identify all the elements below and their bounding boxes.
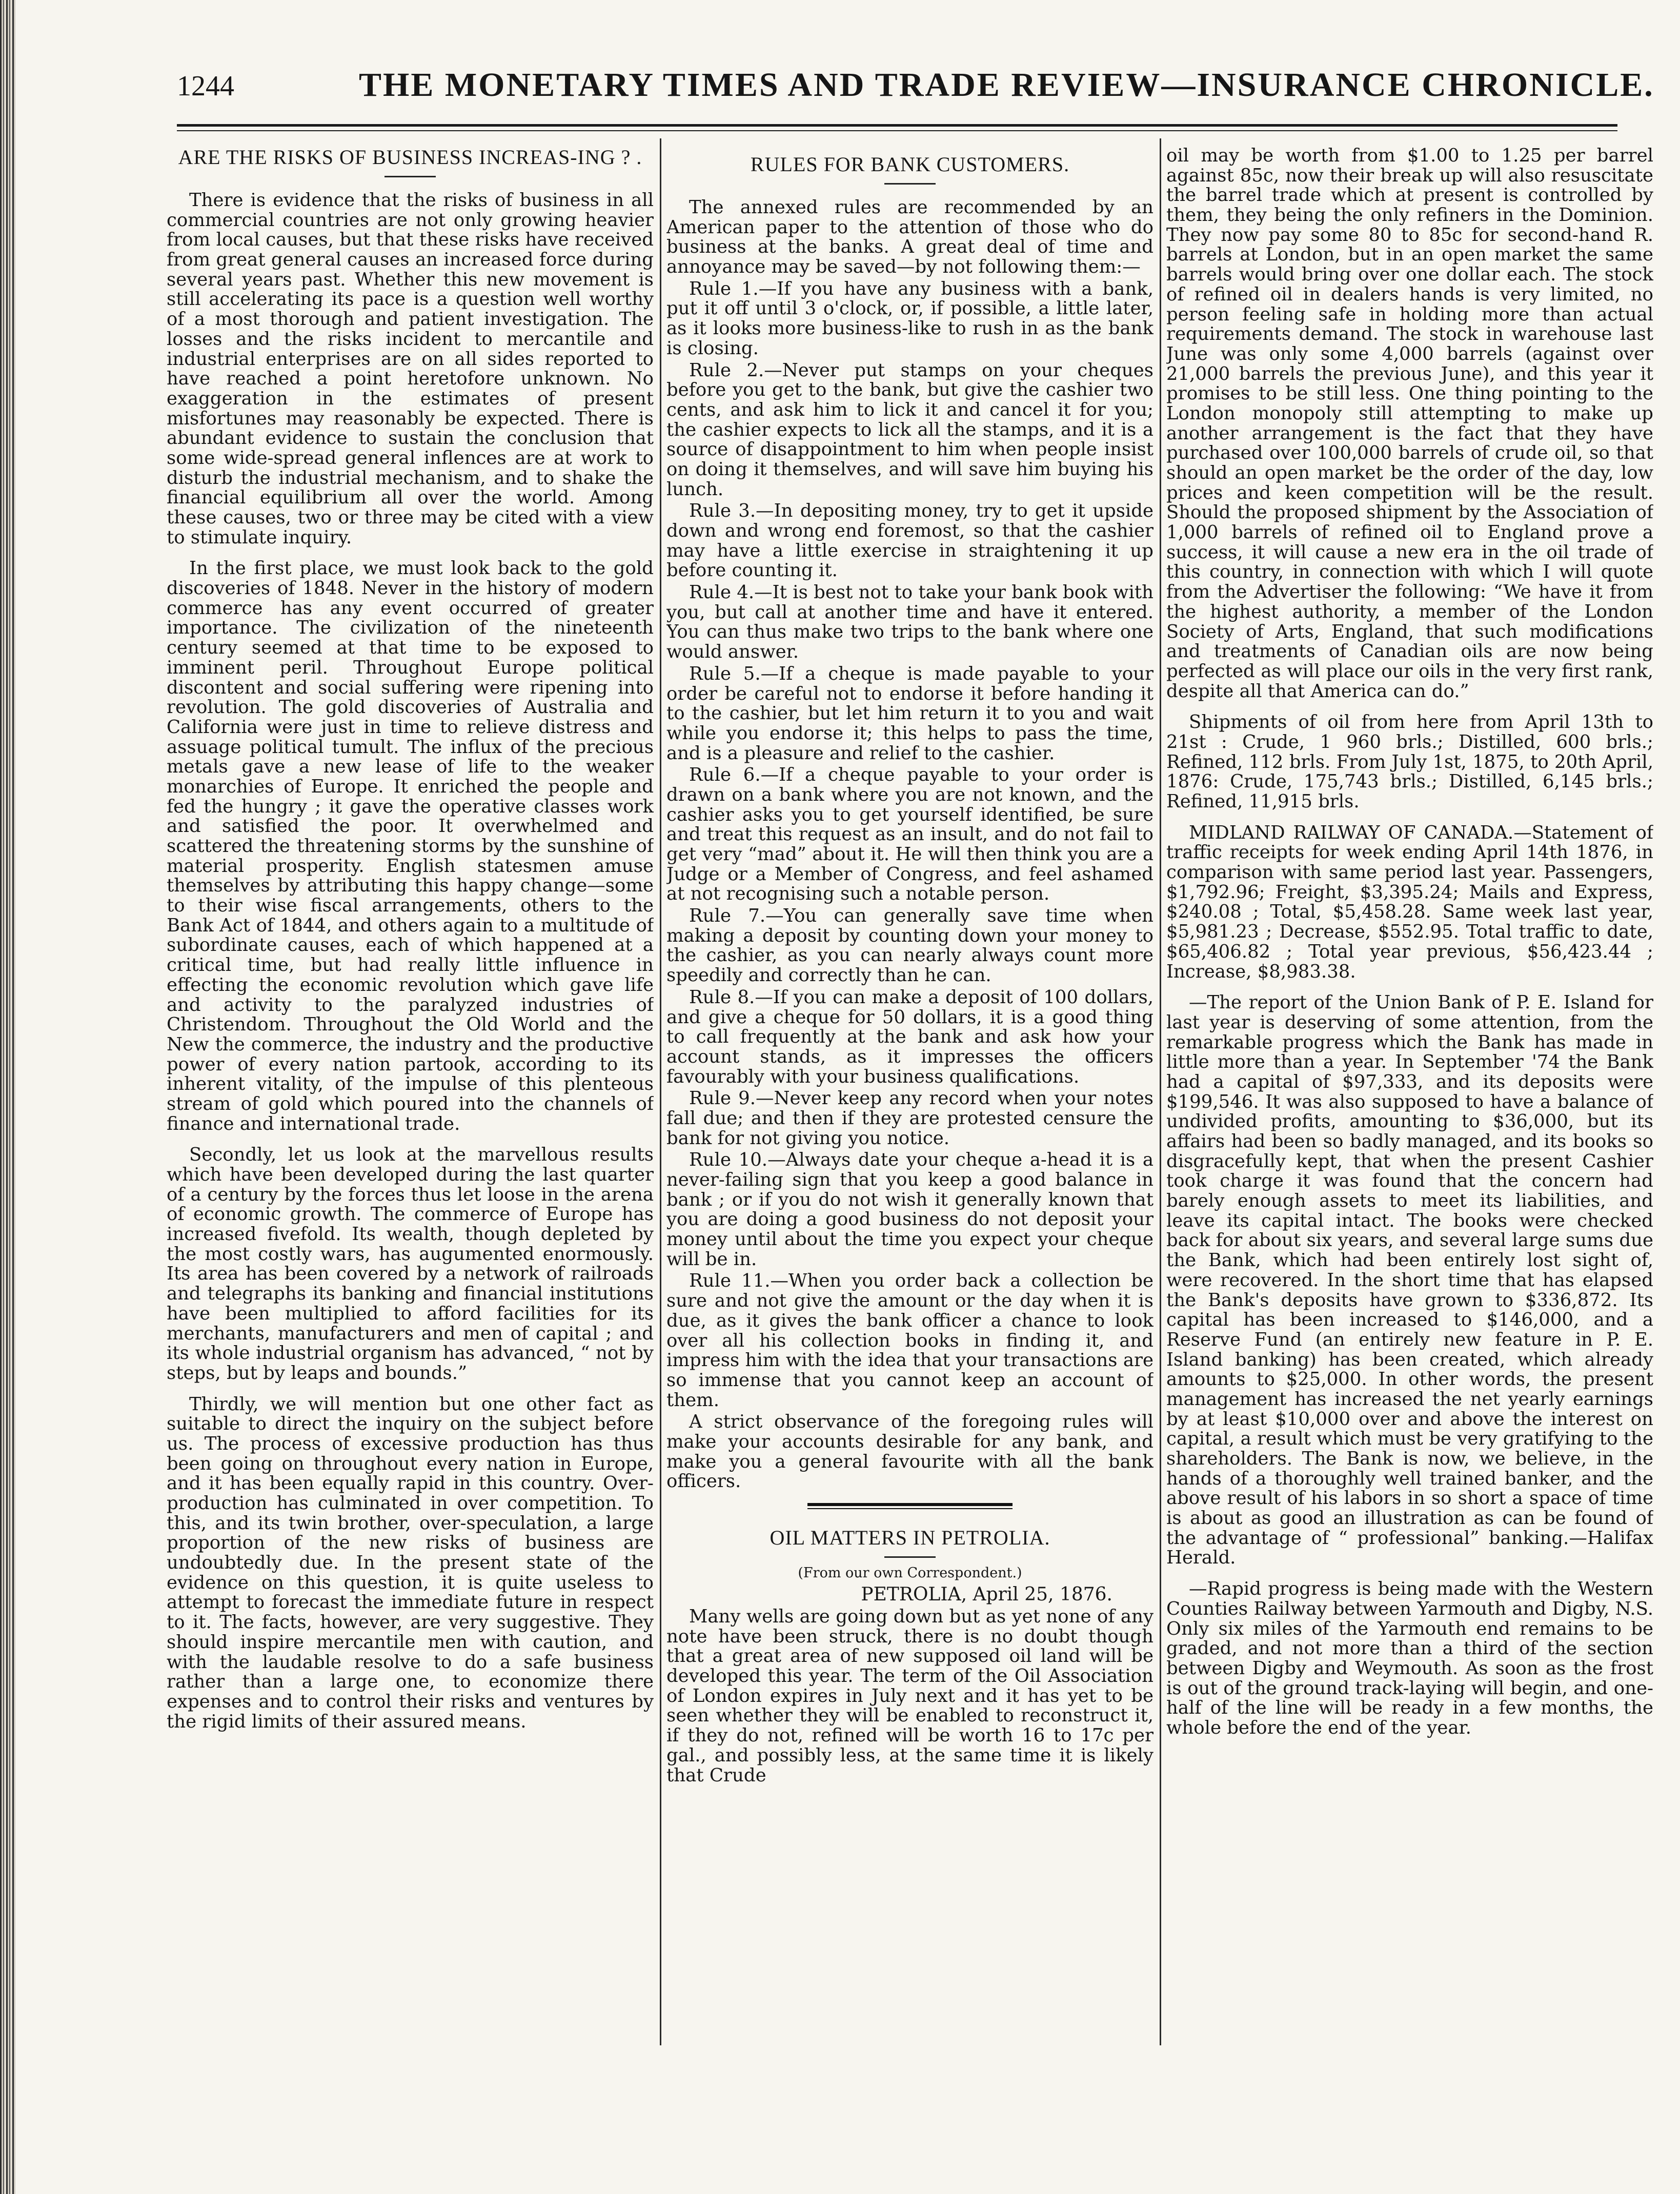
header-rule	[177, 124, 1617, 127]
rule-item: Rule 3.—In depositing money, try to get it upside down and wrong end foremost, so that the cashier may have a little exercise in straightening it up before counting it.	[666, 500, 1153, 581]
rule-item: Rule 6.—If a cheque payable to your order is drawn on a bank where you are not known, and the cashier asks you to get yourself identified, be sure and treat this request as an insult, and do not fail to get very “mad” about it. He will then think you are a Judge or a Member of Congress, and feel ashamed at not recognising such a notable person.	[666, 764, 1153, 905]
paragraph: oil may be worth from $1.00 to 1.25 per barrel against 85c, now their break up will also resuscitate the barrel trade which at present is controlled by them, they being the only refiners in the Dominion. They now pay some 80 to 85c for second-hand R. barrels at London, but in an open market the same barrels would bring over one dollar each. The stock of refined oil in dealers hands is very limited, no person feeling safe in holding more than actual requirements demand. The stock in warehouse last June was only some 4,000 barrels (against over 21,000 barrels the previous June), and this year it promises to be still less. One thing pointing to the London monopoly still attempting to make up another arrangement is the fact that they have purchased over 100,000 barrels of crude oil, so that should an open market be the order of the day, low prices and keen competition will be the result. Should the proposed shipment by the Association of 1,000 barrels of refined oil to England prove a success, it will cause a new era in the oil trade of this country, in connection with which I will quote from the Advertiser the following: “We have it from the highest authority, a member of the London Society of Arts, England, that such modifications and treatments of Canadian oils are now being perfected as will place our oils in the very first rank, despite all that America can do.”	[1166, 146, 1653, 702]
column-3	[1166, 146, 1653, 2053]
rule-item: Rule 2.—Never put stamps on your cheques before you get to the bank, but give the cashier two cents, and ask him to lick it and cancel it for you; the cashier expects to lick all the stamps, and it is a source of disappointment to him when people insist on doing it themselves, and will save him buying his lunch.	[666, 359, 1153, 500]
section-rule-thin	[807, 1508, 1013, 1509]
dateline: PETROLIA, April 25, 1876.	[861, 1584, 1112, 1605]
article-heading-bank-rules: RULES FOR BANK CUSTOMERS.	[750, 153, 1070, 176]
paragraph: Shipments of oil from here from April 13th to 21st : Crude, 1 960 brls.; Distilled, 600 brls.; Refined, 112 brls. From July 1st, 1875, to 20th April, 1876: Crude, 175,743 brls.; Distilled, 6,145 brls.; Refined, 11,915 brls.	[1166, 712, 1653, 812]
paragraph: Thirdly, we will mention but one other fact as suitable to direct the inquiry on the subject before us. The process of excessive production has thus been going on throughout every nation in Europe, and it has been equally rapid in this country. Over-production has culminated in over competition. To this, and its twin brother, over-speculation, a large proportion of the new risks of business are undoubtedly due. In the present state of the evidence on this question, it is quite useless to attempt to forecast the immediate future in respect to it. The facts, however, are very suggestive. They should inspire mercantile men with caution, and with the laudable resolve to do a safe business rather than a large one, to economize there expenses and to control their risks and ventures by the rigid limits of their assured means.	[167, 1393, 654, 1732]
column-2	[666, 146, 1153, 2053]
news-item-union-bank: —The report of the Union Bank of P. E. Island for last year is deserving of some attention, from the remarkable progress which the Bank has made in little more than a year. In September '74 the Bank had a capital of $97,333, and its deposits were $199,546. It was also supposed to have a balance of undivided profits, amounting to $36,000, but its affairs had been so badly managed, and its books so disgracefully kept, that when the present Cashier took charge it was found that the concern had barely enough assets to meet its liabilities, and leave its capital intact. The books were checked back for about six years, and several large sums due the Bank, which had been entirely lost sight of, were recovered. In the short time that has elapsed the Bank's deposits have grown to $336,872. Its capital has been increased to $146,000, and a Reserve Fund (an entirely new feature in P. E. Island banking) has been created, which already amounts to $25,000. In other words, the present management has increased the net yearly earnings by at least $10,000 over and above the interest on capital, a result which must be very gratifying to the shareholders. The Bank is now, we believe, in the hands of a thoroughly well trained banker, and the above result of his labors in so short a space of time is about as good an illustration as can be found of the advantage of “ professional” banking.—Halifax Herald.	[1166, 992, 1653, 1569]
rule-item: Rule 1.—If you have any business with a bank, put it off until 3 o'clock, or, if possible, a little later, as it looks more business-like to rush in as the bank is closing.	[666, 278, 1153, 359]
column-divider	[660, 138, 661, 2045]
rule-item: Rule 9.—Never keep any record when your notes fall due; and then if they are protested censure the bank for not giving you notice.	[666, 1088, 1153, 1149]
paragraph: Secondly, let us look at the marvellous results which have been developed during the last quarter of a century by the forces thus let loose in the arena of economic growth. The commerce of Europe has increased fivefold. Its wealth, though depleted by the most costly wars, has augumented enormously. Its area has been covered by a network of railroads and telegraphs its banking and financial institutions have been multiplied to afford facilities for its merchants, manufacturers and men of capital ; and its whole industrial organism has advanced, “ not by steps, but by leaps and bounds.”	[167, 1144, 654, 1384]
rule-item: Rule 5.—If a cheque is made payable to your order be careful not to endorse it before handing it to the cashier, but let him return it to you and wait while you endorse it; this helps to pass the time, and is a pleasure and relief to the cashier.	[666, 663, 1153, 764]
paragraph: A strict observance of the foregoing rules will make your accounts desirable for any bank, and make you a general favourite with all the bank officers.	[666, 1411, 1153, 1492]
byline: (From our own Correspondent.)	[798, 1565, 1022, 1581]
paragraph: The annexed rules are recommended by an American paper to the attention of those who do business at the banks. A great deal of time and annoyance may be saved—by not following them:—	[666, 197, 1153, 278]
rule-item: Rule 8.—If you can make a deposit of 100 dollars, and give a cheque for 50 dollars, it is a good thing to call frequently at the bank and ask how your account stands, as it impresses the officers favourably with your business qualifications.	[666, 986, 1153, 1087]
paragraph: In the first place, we must look back to the gold discoveries of 1848. Never in the history of modern commerce has any event occurred of greater importance. The civilization of the nineteenth century seemed at that time to be exposed to imminent peril. Throughout Europe political discontent and social suffering were ripening into revolution. The gold discoveries of Australia and California were just in time to relieve distress and assuage political tumult. The influx of the precious metals gave a new lease of life to the weaker monarchies of Europe. It enriched the people and fed the hungry ; it gave the operative classes work and satisfied the poor. It overwhelmed and scattered the threatening storms by the sunshine of material prosperity. English statesmen amuse themselves by attributing this happy change—some to their wise fiscal arrangements, others to the Bank Act of 1844, and others again to a multitude of subordinate causes, each of which happened at a critical time, but had really little influence in effecting the economic revolution which gave life and activity to the paralyzed industries of Christendom. Throughout the Old World and the New the commerce, the industry and the productive power of every nation partook, according to its inherent vitality, of the impulse of this plenteous stream of gold which poured into the channels of finance and international trade.	[167, 558, 654, 1134]
column-1	[167, 146, 654, 2053]
article-heading-business-risks: ARE THE RISKS OF BUSINESS INCREAS-ING ? .	[178, 146, 642, 169]
news-item-midland-railway: MIDLAND RAILWAY OF CANADA.—Statement of traffic receipts for week ending April 14th 1876, in comparison with same period last year. Passengers, $1,792.96; Freight, $3,395.24; Mails and Express, $240.08 ; Total, $5,458.28. Same week last year, $5,981.23 ; Decrease, $552.95. Total traffic to date, $65,406.82 ; Total year previous, $56,423.44 ; Increase, $8,983.38.	[1166, 822, 1653, 982]
paragraph: There is evidence that the risks of business in all commercial countries are not only growing heavier from local causes, but that these risks have received from great general causes an increased force during several years past. Whether this new movement is still accelerating its pace is a question well worthy of a most thorough and patient investigation. The losses and the risks incident to mercantile and industrial enterprises are on all sides reported to have reached a point heretofore unknown. No exaggeration in the estimates of present misfortunes may reasonably be expected. There is abundant evidence to sustain the conclusion that some wide-spread general inflences are at work to disturb the industrial mechanism, and to shake the financial equilibrium all over the world. Among these causes, two or three may be cited with a view to stimulate inquiry.	[167, 190, 654, 548]
paragraph: Many wells are going down but as yet none of any note have been struck, there is no doubt though that a great area of new supposed oil land will be developed this year. The term of the Oil Association of London expires in July next and it has yet to be seen whether they will be enabled to reconstruct it, if they do not, refined will be worth 16 to 17c per gal., and possibly less, at the same time it is likely that Crude	[666, 1606, 1153, 1786]
heading-rule	[384, 176, 436, 177]
journal-title: THE MONETARY TIMES AND TRADE REVIEW—INSURANCE CHRONICLE.	[359, 66, 1654, 104]
page-number: 1244	[177, 70, 234, 102]
rule-item: Rule 10.—Always date your cheque a-head it is a never-failing sign that you keep a good balance in bank ; or if you do not wish it generally known that you are doing a good business do not deposit your money until about the time you expect your cheque will be in.	[666, 1149, 1153, 1270]
rule-item: Rule 4.—It is best not to take your bank book with you, but call at another time and have it entered. You can thus make two trips to the bank where one would answer.	[666, 582, 1153, 663]
article-heading-oil-matters: OIL MATTERS IN PETROLIA.	[770, 1526, 1050, 1549]
page-binding-edge	[0, 0, 15, 2194]
heading-rule	[884, 183, 936, 185]
page-header	[177, 66, 1654, 122]
header-rule-thin	[177, 130, 1617, 131]
column-divider	[1160, 138, 1161, 2045]
news-item-western-counties-railway: —Rapid progress is being made with the Western Counties Railway between Yarmouth and Digby, N.S. Only six miles of the Yarmouth end remains to be graded, and not more than a third of the section between Digby and Weymouth. As soon as the frost is out of the ground track-laying will begin, and one-half of the line will be ready in a few months, the whole before the end of the year.	[1166, 1578, 1653, 1738]
rule-item: Rule 7.—You can generally save time when making a deposit by counting down your money to the cashier, as you can nearly always count more speedily and correctly than he can.	[666, 905, 1153, 986]
section-rule	[807, 1503, 1013, 1506]
rule-item: Rule 11.—When you order back a collection be sure and not give the amount or the day when it is due, as it gives the bank officer a chance to look over all his collection books in finding it, and impress him with the idea that your transactions are so immense that you cannot keep an account of them.	[666, 1270, 1153, 1411]
heading-rule	[884, 1556, 936, 1558]
